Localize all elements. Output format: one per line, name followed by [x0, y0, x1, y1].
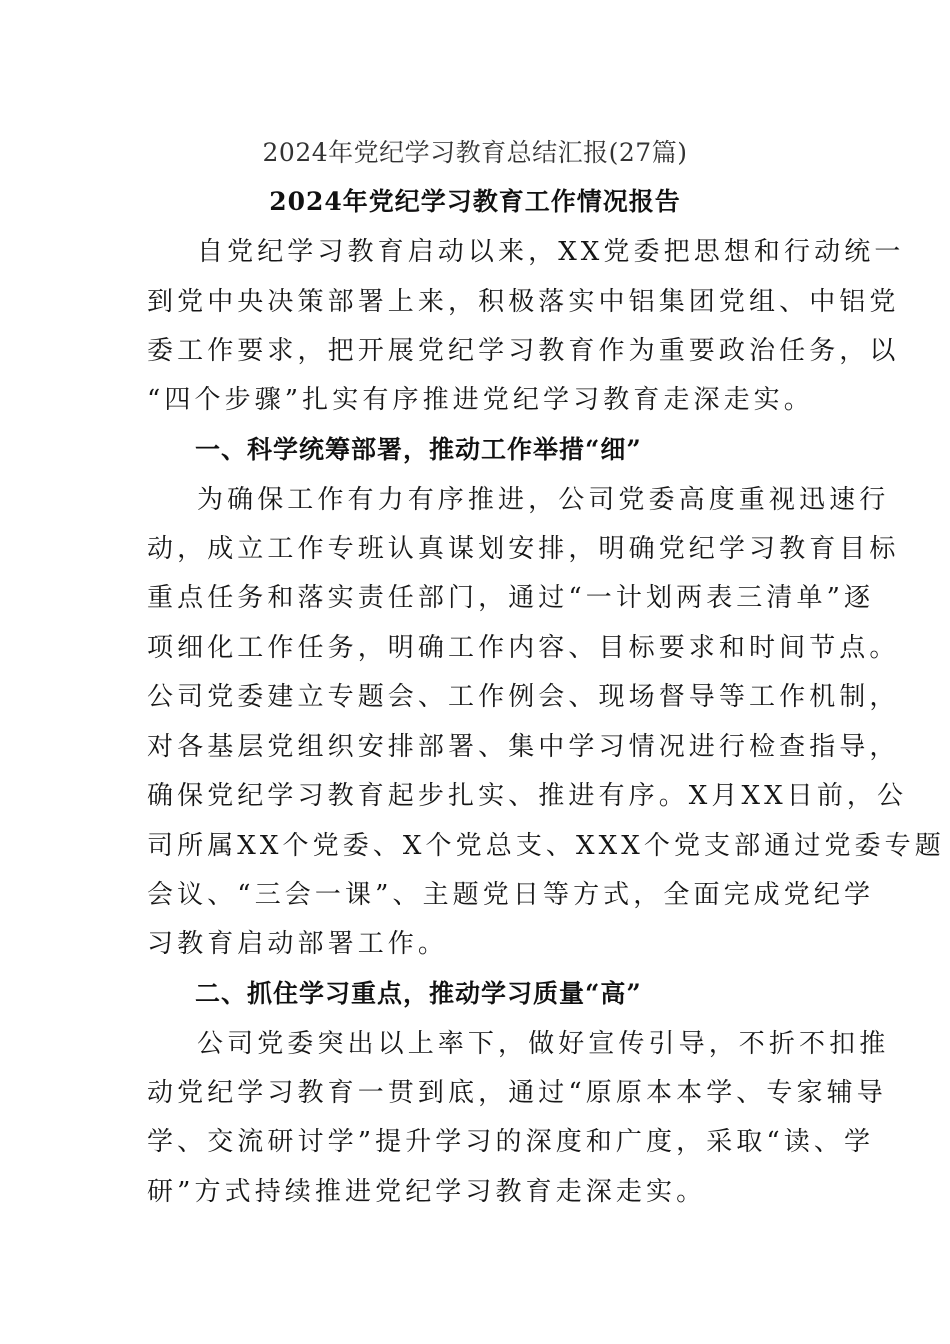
paragraph-line: 项细化工作任务，明确工作内容、目标要求和时间节点。 [147, 633, 900, 663]
section-heading-1: 一、科学统筹部署，推动工作举措“细” [195, 435, 642, 464]
paragraph-line: 动，成立工作专班认真谋划安排，明确党纪学习教育目标 [147, 534, 900, 564]
paragraph-line: 委工作要求，把开展党纪学习教育作为重要政治任务，以 [147, 336, 900, 366]
paragraph-line: 确保党纪学习教育起步扎实、推进有序。X月XX日前，公 [147, 781, 908, 811]
paragraph-line: 公司党委突出以上率下，做好宣传引导，不折不扣推 [197, 1029, 890, 1059]
paragraph-line: 研”方式持续推进党纪学习教育走深走实。 [147, 1177, 707, 1207]
paragraph-line: 为确保工作有力有序推进，公司党委高度重视迅速行 [197, 485, 890, 515]
paragraph-line: 对各基层党组织安排部署、集中学习情况进行检查指导， [147, 732, 900, 762]
report-title: 2024年党纪学习教育工作情况报告 [269, 187, 681, 216]
paragraph-line: 重点任务和落实责任部门，通过“一计划两表三清单”逐 [147, 583, 875, 613]
paragraph-line: 自党纪学习教育启动以来，XX党委把思想和行动统一 [197, 237, 905, 267]
paragraph-line: 会议、“三会一课”、主题党日等方式，全面完成党纪学 [147, 880, 875, 910]
paragraph-line: 司所属XX个党委、X个党总支、XXX个党支部通过党委专题 [147, 831, 945, 861]
paragraph-line: “四个步骤”扎实有序推进党纪学习教育走深走实。 [147, 385, 814, 415]
paragraph-line: 学、交流研讨学”提升学习的深度和广度，采取“读、学 [147, 1127, 875, 1157]
section-heading-2: 二、抓住学习重点，推动学习质量“高” [195, 979, 642, 1008]
collection-title: 2024年党纪学习教育总结汇报(27篇) [262, 138, 688, 167]
paragraph-line: 动党纪学习教育一贯到底，通过“原原本本学、专家辅导 [147, 1078, 887, 1108]
paragraph-line: 到党中央决策部署上来，积极落实中铝集团党组、中铝党 [147, 287, 900, 317]
paragraph-line: 习教育启动部署工作。 [147, 929, 449, 959]
paragraph-line: 公司党委建立专题会、工作例会、现场督导等工作机制， [147, 682, 900, 712]
